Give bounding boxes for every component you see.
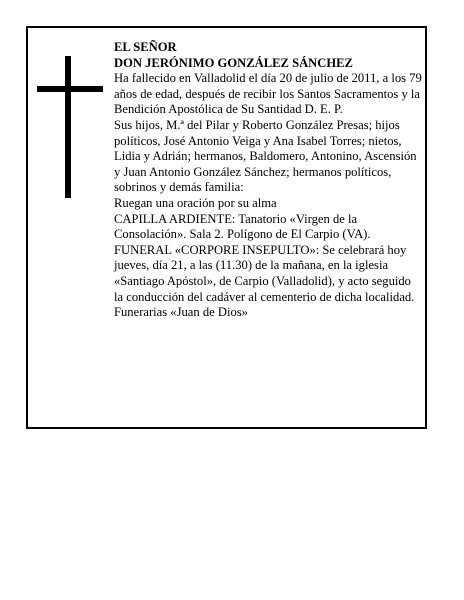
notice-body <box>114 40 422 321</box>
funeral-info: FUNERAL «CORPORE INSEPULTO»: Se celebrará hoy jueves, día 21, a las (11.30) de la mañana, en la iglesia «Santiago Apóstol», de Carpio (Valladolid), y acto seguido la conducción del cadáver al cementerio de dicha localidad. <box>114 242 415 304</box>
family-list: Sus hijos, M.ª del Pilar y Roberto González Presas; hijos políticos, José Antonio Veiga y Ana Isabel Torres; nietos, Lidia y Adrián; hermanos, Baldomero, Antonino, Ascensión y Juan Antonio González Sánchez; hermanos políticos, sobrinos y demás familia: <box>114 117 417 195</box>
cross-vertical-bar <box>65 56 71 198</box>
deceased-name: DON JERÓNIMO GONZÁLEZ SÁNCHEZ <box>114 55 353 70</box>
notice-title-line1: EL SEÑOR <box>114 40 177 54</box>
chapel-info: CAPILLA ARDIENTE: Tanatorio «Virgen de la Consolación». Sala 2. Polígono de El Carpio (VA). <box>114 211 371 242</box>
cross-horizontal-bar <box>37 86 103 92</box>
funeral-home: Funerarias «Juan de Dios» <box>114 305 248 320</box>
cross-icon <box>37 56 103 198</box>
death-statement: Ha fallecido en Valladolid el día 20 de julio de 2011, a los 79 años de edad, después de recibir los Santos Sacramentos y la Bendición Apostólica de Su Santidad D. E. P. <box>114 71 422 117</box>
prayer-request: Ruegan una oración por su alma <box>114 195 277 210</box>
obituary-notice <box>26 26 427 429</box>
